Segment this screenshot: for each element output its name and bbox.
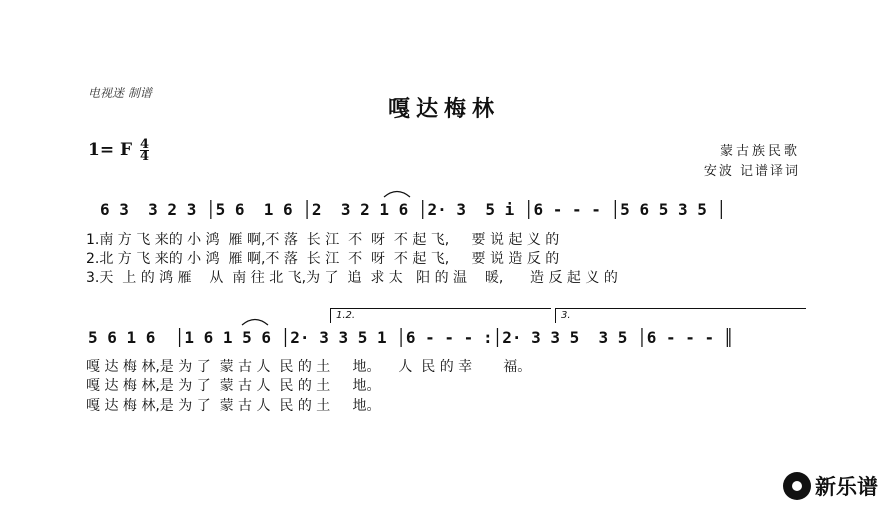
staff-line-2-lyric-1: 嘎 达 梅 林,是 为 了 蒙 古 人 民 的 土 地。 人 民 的 幸 福。 xyxy=(86,359,532,375)
staff-line-2-notes: 5 6 1 6 │1 6 1 5 6 │2· 3 3 5 1 │6 - - - :│2· 3 3 5 3 5 │6 - - - ║ xyxy=(88,328,734,347)
staff-line-1-lyric-1: 1.南 方 飞 来的 小 鸿 雁 啊,不 落 长 江 不 呀 不 起 飞, 要 说 起 义 的 xyxy=(86,232,560,248)
slur-line-2 xyxy=(240,316,270,326)
meter-top: 4 xyxy=(140,137,150,152)
staff-line-1-notes: 6 3 3 2 3 │5 6 1 6 │2 3 2 1 6 │2· 3 5 i │6 - - - │5 6 5 3 5 │ xyxy=(100,200,727,219)
credit-left: 电视迷 制谱 xyxy=(88,86,152,100)
slur-line-1 xyxy=(382,188,412,198)
meter-bottom: 4 xyxy=(140,149,150,164)
arranger-credit: 安波 记谱译词 xyxy=(703,164,800,179)
time-signature xyxy=(140,139,149,162)
volta-1-2: 1.2. xyxy=(330,308,551,323)
staff-line-2-lyric-2: 嘎 达 梅 林,是 为 了 蒙 古 人 民 的 土 地。 xyxy=(86,378,381,394)
staff-line-1-lyric-3: 3.天 上 的 鸿 雁 从 南 往 北 飞,为 了 追 求 太 阳 的 温 暖, 造 反 起 义 的 xyxy=(86,270,618,286)
record-disc-icon xyxy=(783,472,811,500)
song-title: 嘎达梅林 xyxy=(387,96,500,122)
staff-line-2-lyric-3: 嘎 达 梅 林,是 为 了 蒙 古 人 民 的 土 地。 xyxy=(86,398,381,414)
logo-text: 新乐谱 xyxy=(815,475,878,499)
song-origin: 蒙古族民歌 xyxy=(719,144,800,159)
staff-line-1-lyric-2: 2.北 方 飞 来的 小 鸿 雁 啊,不 落 长 江 不 呀 不 起 飞, 要 说 造 反 的 xyxy=(86,251,560,267)
volta-3: 3. xyxy=(555,308,806,323)
site-logo[interactable] xyxy=(783,471,878,501)
key-signature: 1= F xyxy=(88,140,133,160)
